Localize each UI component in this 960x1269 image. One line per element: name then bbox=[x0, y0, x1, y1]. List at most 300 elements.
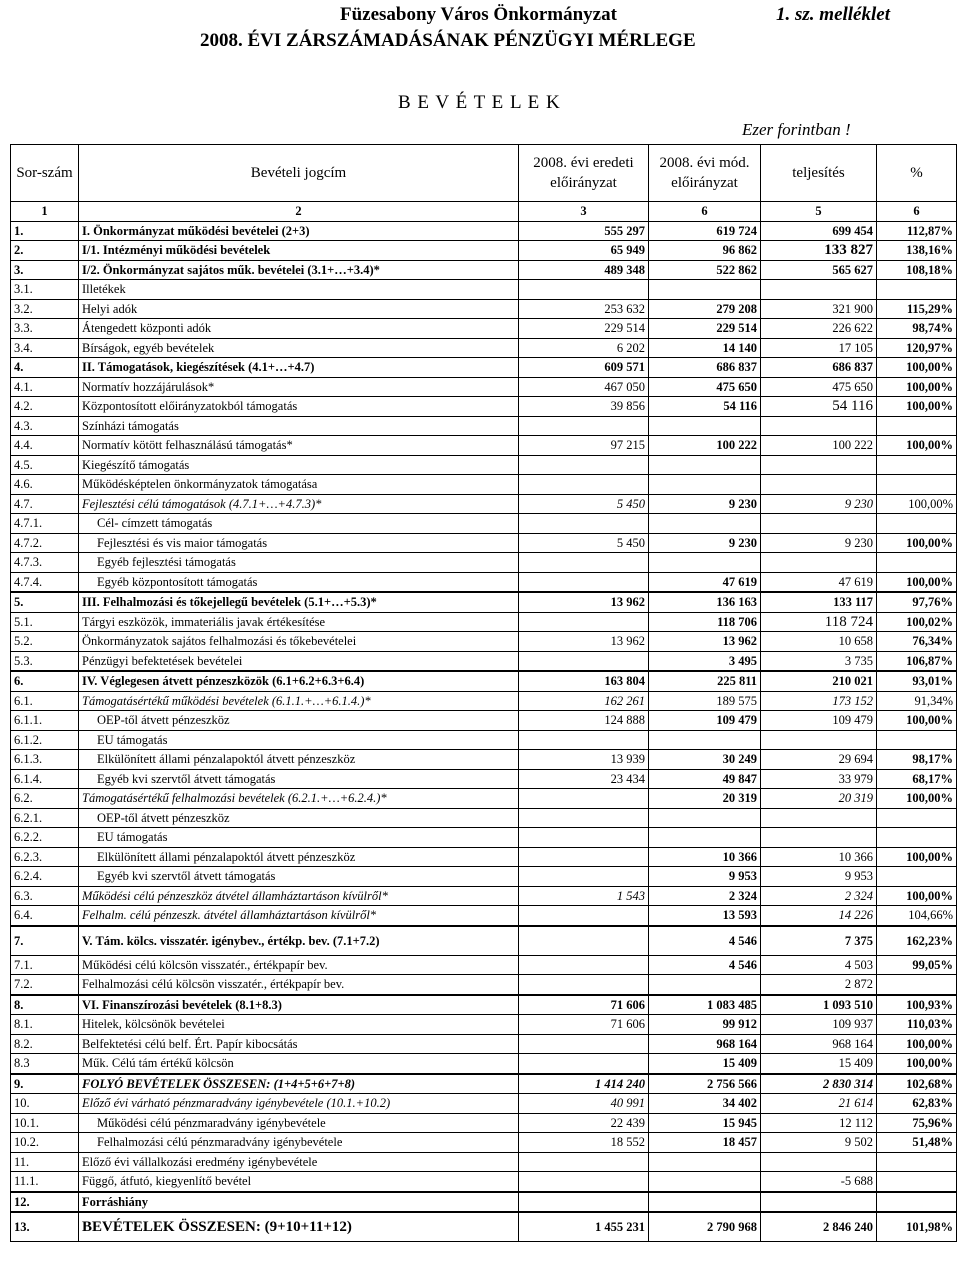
mod-estimate-cell bbox=[649, 475, 761, 495]
orig-estimate-cell bbox=[519, 867, 649, 887]
table-row bbox=[11, 808, 957, 828]
percent-cell bbox=[877, 455, 957, 475]
percent-cell: 100,00% bbox=[877, 377, 957, 397]
percent-cell: 115,29% bbox=[877, 299, 957, 319]
row-number-cell: 6.1.4. bbox=[11, 769, 79, 789]
table-row bbox=[11, 416, 957, 436]
fulfilment-cell: 14 226 bbox=[761, 906, 877, 926]
fulfilment-cell bbox=[761, 514, 877, 534]
row-number-cell: 6.2.2. bbox=[11, 828, 79, 848]
table-row bbox=[11, 1133, 957, 1153]
fulfilment-cell bbox=[761, 280, 877, 300]
table-row bbox=[11, 358, 957, 378]
row-title-cell: Elkülönített állami pénzalapoktól átvett pénzeszköz bbox=[79, 750, 519, 770]
table-header-row bbox=[11, 145, 957, 202]
table-row bbox=[11, 553, 957, 573]
percent-cell: 100,00% bbox=[877, 847, 957, 867]
fulfilment-cell: 9 230 bbox=[761, 494, 877, 514]
row-title-cell: Előző évi vállalkozási eredmény igénybevétele bbox=[79, 1152, 519, 1172]
percent-cell: 100,00% bbox=[877, 1034, 957, 1054]
percent-cell bbox=[877, 828, 957, 848]
fulfilment-cell: 17 105 bbox=[761, 338, 877, 358]
row-title-cell: FOLYÓ BEVÉTELEK ÖSSZESEN: (1+4+5+6+7+8) bbox=[79, 1074, 519, 1094]
table-row bbox=[11, 436, 957, 456]
fulfilment-cell: 686 837 bbox=[761, 358, 877, 378]
fulfilment-cell: 9 953 bbox=[761, 867, 877, 887]
row-title-cell: OEP-től átvett pénzeszköz bbox=[79, 711, 519, 731]
fulfilment-cell: 9 502 bbox=[761, 1133, 877, 1153]
percent-cell bbox=[877, 416, 957, 436]
row-number-cell: 2. bbox=[11, 241, 79, 261]
mod-estimate-cell bbox=[649, 1192, 761, 1213]
mod-estimate-cell: 522 862 bbox=[649, 260, 761, 280]
row-title-cell: VI. Finanszírozási bevételek (8.1+8.3) bbox=[79, 995, 519, 1015]
row-number-cell: 5.1. bbox=[11, 612, 79, 632]
row-number-cell: 9. bbox=[11, 1074, 79, 1094]
table-row bbox=[11, 1054, 957, 1074]
orig-estimate-cell: 97 215 bbox=[519, 436, 649, 456]
percent-cell: 75,96% bbox=[877, 1113, 957, 1133]
fulfilment-cell bbox=[761, 828, 877, 848]
orig-estimate-cell: 22 439 bbox=[519, 1113, 649, 1133]
row-title-cell: Működési célú kölcsön visszatér., értékpapír bev. bbox=[79, 955, 519, 975]
percent-cell: 76,34% bbox=[877, 632, 957, 652]
table-row bbox=[11, 260, 957, 280]
fulfilment-cell: 33 979 bbox=[761, 769, 877, 789]
row-title-cell: Egyéb központosított támogatás bbox=[79, 572, 519, 592]
percent-cell bbox=[877, 553, 957, 573]
row-number-cell: 11. bbox=[11, 1152, 79, 1172]
mod-estimate-cell: 968 164 bbox=[649, 1034, 761, 1054]
row-title-cell: Fejlesztési célú támogatások (4.7.1+…+4.7.3)* bbox=[79, 494, 519, 514]
orig-estimate-cell bbox=[519, 847, 649, 867]
orig-estimate-cell bbox=[519, 553, 649, 573]
orig-estimate-cell: 1 455 231 bbox=[519, 1212, 649, 1242]
row-title-cell: Normatív hozzájárulások* bbox=[79, 377, 519, 397]
mod-estimate-cell: 99 912 bbox=[649, 1015, 761, 1035]
mod-estimate-cell: 13 593 bbox=[649, 906, 761, 926]
fulfilment-cell: 2 846 240 bbox=[761, 1212, 877, 1242]
mod-estimate-cell bbox=[649, 730, 761, 750]
mod-estimate-cell: 18 457 bbox=[649, 1133, 761, 1153]
table-row bbox=[11, 299, 957, 319]
row-title-cell: I/2. Önkormányzat sajátos műk. bevételei (3.1+…+3.4)* bbox=[79, 260, 519, 280]
table-row bbox=[11, 1015, 957, 1035]
row-title-cell: Működési célú pénzmaradvány igénybevétele bbox=[79, 1113, 519, 1133]
mod-estimate-cell: 279 208 bbox=[649, 299, 761, 319]
row-title-cell: Működési célú pénzeszköz átvétel államháztartáson kívülről* bbox=[79, 886, 519, 906]
row-title-cell: OEP-től átvett pénzeszköz bbox=[79, 808, 519, 828]
row-title-cell: Pénzügyi befektetések bevételei bbox=[79, 651, 519, 671]
fulfilment-cell: 100 222 bbox=[761, 436, 877, 456]
fulfilment-cell: 4 503 bbox=[761, 955, 877, 975]
row-number-cell: 6.2. bbox=[11, 789, 79, 809]
percent-cell: 97,76% bbox=[877, 592, 957, 612]
orig-estimate-cell bbox=[519, 651, 649, 671]
mod-estimate-cell: 30 249 bbox=[649, 750, 761, 770]
mod-estimate-cell bbox=[649, 553, 761, 573]
col-done-header: teljesítés bbox=[761, 145, 877, 202]
fulfilment-cell bbox=[761, 1192, 877, 1213]
percent-cell: 162,23% bbox=[877, 926, 957, 956]
fulfilment-cell bbox=[761, 553, 877, 573]
row-title-cell: Forráshiány bbox=[79, 1192, 519, 1213]
table-row bbox=[11, 906, 957, 926]
percent-cell: 100,93% bbox=[877, 995, 957, 1015]
row-number-cell: 6.1.1. bbox=[11, 711, 79, 731]
fulfilment-cell: 3 735 bbox=[761, 651, 877, 671]
row-number-cell: 7. bbox=[11, 926, 79, 956]
row-title-cell: Fejlesztési és vis maior támogatás bbox=[79, 533, 519, 553]
orig-estimate-cell: 467 050 bbox=[519, 377, 649, 397]
row-number-cell: 3.2. bbox=[11, 299, 79, 319]
row-title-cell: BEVÉTELEK ÖSSZESEN: (9+10+11+12) bbox=[79, 1212, 519, 1242]
table-row bbox=[11, 730, 957, 750]
table-row bbox=[11, 338, 957, 358]
fulfilment-cell: 133 827 bbox=[761, 241, 877, 261]
fulfilment-cell: 2 872 bbox=[761, 975, 877, 995]
mod-estimate-cell: 2 324 bbox=[649, 886, 761, 906]
fulfilment-cell bbox=[761, 416, 877, 436]
row-title-cell: Függő, átfutó, kiegyenlítő bevétel bbox=[79, 1172, 519, 1192]
unit-note: Ezer forintban ! bbox=[742, 120, 851, 139]
mod-estimate-cell bbox=[649, 1152, 761, 1172]
percent-cell bbox=[877, 1172, 957, 1192]
mod-estimate-cell: 4 546 bbox=[649, 926, 761, 956]
mod-estimate-cell: 229 514 bbox=[649, 319, 761, 339]
row-number-cell: 6.3. bbox=[11, 886, 79, 906]
fulfilment-cell: 699 454 bbox=[761, 221, 877, 241]
mod-estimate-cell: 54 116 bbox=[649, 397, 761, 417]
row-number-cell: 6.4. bbox=[11, 906, 79, 926]
row-number-cell: 4.5. bbox=[11, 455, 79, 475]
row-title-cell: IV. Véglegesen átvett pénzeszközök (6.1+6.2+6.3+6.4) bbox=[79, 671, 519, 691]
row-title-cell: Központosított előirányzatokból támogatás bbox=[79, 397, 519, 417]
percent-cell: 98,74% bbox=[877, 319, 957, 339]
percent-cell bbox=[877, 975, 957, 995]
row-number-cell: 1. bbox=[11, 221, 79, 241]
fulfilment-cell: 173 152 bbox=[761, 691, 877, 711]
row-title-cell: I. Önkormányzat működési bevételei (2+3) bbox=[79, 221, 519, 241]
fulfilment-cell: 109 479 bbox=[761, 711, 877, 731]
orig-estimate-cell bbox=[519, 572, 649, 592]
table-row bbox=[11, 533, 957, 553]
mod-estimate-cell: 49 847 bbox=[649, 769, 761, 789]
mod-estimate-cell: 4 546 bbox=[649, 955, 761, 975]
fulfilment-cell: 565 627 bbox=[761, 260, 877, 280]
percent-cell: 51,48% bbox=[877, 1133, 957, 1153]
mod-estimate-cell: 3 495 bbox=[649, 651, 761, 671]
row-title-cell: Cél- címzett támogatás bbox=[79, 514, 519, 534]
col-index: 2 bbox=[79, 202, 519, 222]
table-row bbox=[11, 955, 957, 975]
row-number-cell: 5. bbox=[11, 592, 79, 612]
percent-cell bbox=[877, 730, 957, 750]
mod-estimate-cell: 14 140 bbox=[649, 338, 761, 358]
table-row bbox=[11, 397, 957, 417]
row-title-cell: Belfektetési célú belf. Ért. Papír kibocsátás bbox=[79, 1034, 519, 1054]
mod-estimate-cell: 619 724 bbox=[649, 221, 761, 241]
orig-estimate-cell: 162 261 bbox=[519, 691, 649, 711]
orig-estimate-cell: 6 202 bbox=[519, 338, 649, 358]
orig-estimate-cell: 65 949 bbox=[519, 241, 649, 261]
table-row bbox=[11, 995, 957, 1015]
mod-estimate-cell bbox=[649, 828, 761, 848]
row-number-cell: 4.1. bbox=[11, 377, 79, 397]
table-row bbox=[11, 494, 957, 514]
col-num-header: Sor-szám bbox=[11, 145, 79, 202]
mod-estimate-cell bbox=[649, 1172, 761, 1192]
orig-estimate-cell: 124 888 bbox=[519, 711, 649, 731]
row-title-cell: Normatív kötött felhasználású támogatás* bbox=[79, 436, 519, 456]
table-row bbox=[11, 828, 957, 848]
percent-cell: 100,00% bbox=[877, 1054, 957, 1074]
orig-estimate-cell: 555 297 bbox=[519, 221, 649, 241]
orig-estimate-cell bbox=[519, 789, 649, 809]
row-title-cell: Kiegészítő támogatás bbox=[79, 455, 519, 475]
row-number-cell: 6.1.2. bbox=[11, 730, 79, 750]
row-number-cell: 6.2.1. bbox=[11, 808, 79, 828]
orig-estimate-cell: 1 414 240 bbox=[519, 1074, 649, 1094]
table-row bbox=[11, 886, 957, 906]
table-row bbox=[11, 651, 957, 671]
table-row bbox=[11, 592, 957, 612]
mod-estimate-cell bbox=[649, 975, 761, 995]
row-number-cell: 3. bbox=[11, 260, 79, 280]
row-title-cell: III. Felhalmozási és tőkejellegű bevételek (5.1+…+5.3)* bbox=[79, 592, 519, 612]
row-title-cell: Átengedett központi adók bbox=[79, 319, 519, 339]
mod-estimate-cell: 136 163 bbox=[649, 592, 761, 612]
row-number-cell: 4.7.2. bbox=[11, 533, 79, 553]
orig-estimate-cell: 5 450 bbox=[519, 494, 649, 514]
fulfilment-cell: 20 319 bbox=[761, 789, 877, 809]
row-title-cell: EU támogatás bbox=[79, 828, 519, 848]
fulfilment-cell: 12 112 bbox=[761, 1113, 877, 1133]
row-number-cell: 11.1. bbox=[11, 1172, 79, 1192]
row-number-cell: 7.2. bbox=[11, 975, 79, 995]
mod-estimate-cell bbox=[649, 514, 761, 534]
fulfilment-cell: 54 116 bbox=[761, 397, 877, 417]
percent-cell bbox=[877, 1152, 957, 1172]
fulfilment-cell: 7 375 bbox=[761, 926, 877, 956]
table-row bbox=[11, 377, 957, 397]
percent-cell: 93,01% bbox=[877, 671, 957, 691]
row-number-cell: 8.1. bbox=[11, 1015, 79, 1035]
orig-estimate-cell: 39 856 bbox=[519, 397, 649, 417]
col-mod-header: 2008. évi mód. előirányzat bbox=[649, 145, 761, 202]
percent-cell: 112,87% bbox=[877, 221, 957, 241]
row-title-cell: Felhalm. célú pénzeszk. átvétel államháztartáson kívülről* bbox=[79, 906, 519, 926]
mod-estimate-cell: 1 083 485 bbox=[649, 995, 761, 1015]
orig-estimate-cell: 1 543 bbox=[519, 886, 649, 906]
row-number-cell: 6.1.3. bbox=[11, 750, 79, 770]
row-number-cell: 3.3. bbox=[11, 319, 79, 339]
orig-estimate-cell: 5 450 bbox=[519, 533, 649, 553]
fulfilment-cell: 9 230 bbox=[761, 533, 877, 553]
col-index: 6 bbox=[649, 202, 761, 222]
fulfilment-cell: 210 021 bbox=[761, 671, 877, 691]
percent-cell: 102,68% bbox=[877, 1074, 957, 1094]
orig-estimate-cell: 163 804 bbox=[519, 671, 649, 691]
orig-estimate-cell: 71 606 bbox=[519, 1015, 649, 1035]
orig-estimate-cell bbox=[519, 730, 649, 750]
row-number-cell: 8.3 bbox=[11, 1054, 79, 1074]
row-title-cell: Illetékek bbox=[79, 280, 519, 300]
mod-estimate-cell: 15 945 bbox=[649, 1113, 761, 1133]
orig-estimate-cell bbox=[519, 612, 649, 632]
mod-estimate-cell: 225 811 bbox=[649, 671, 761, 691]
percent-cell: 110,03% bbox=[877, 1015, 957, 1035]
row-number-cell: 4.6. bbox=[11, 475, 79, 495]
table-row bbox=[11, 975, 957, 995]
section-title: B E V É T E L E K bbox=[398, 92, 561, 113]
orig-estimate-cell: 18 552 bbox=[519, 1133, 649, 1153]
table-row bbox=[11, 632, 957, 652]
orig-estimate-cell: 489 348 bbox=[519, 260, 649, 280]
table-row bbox=[11, 1152, 957, 1172]
col-index: 6 bbox=[877, 202, 957, 222]
orig-estimate-cell bbox=[519, 514, 649, 534]
percent-cell: 100,00% bbox=[877, 436, 957, 456]
table-row bbox=[11, 867, 957, 887]
mod-estimate-cell: 96 862 bbox=[649, 241, 761, 261]
orig-estimate-cell bbox=[519, 280, 649, 300]
table-row bbox=[11, 1034, 957, 1054]
percent-cell: 106,87% bbox=[877, 651, 957, 671]
row-number-cell: 8. bbox=[11, 995, 79, 1015]
fulfilment-cell bbox=[761, 730, 877, 750]
fulfilment-cell bbox=[761, 808, 877, 828]
mod-estimate-cell: 475 650 bbox=[649, 377, 761, 397]
row-number-cell: 6.2.3. bbox=[11, 847, 79, 867]
mod-estimate-cell: 9 953 bbox=[649, 867, 761, 887]
table-row bbox=[11, 847, 957, 867]
row-number-cell: 4.7. bbox=[11, 494, 79, 514]
table-row bbox=[11, 1192, 957, 1213]
percent-cell: 99,05% bbox=[877, 955, 957, 975]
mod-estimate-cell: 100 222 bbox=[649, 436, 761, 456]
row-number-cell: 4.7.3. bbox=[11, 553, 79, 573]
col-orig-header: 2008. évi eredeti előirányzat bbox=[519, 145, 649, 202]
fulfilment-cell: 2 324 bbox=[761, 886, 877, 906]
mod-estimate-cell: 47 619 bbox=[649, 572, 761, 592]
row-title-cell: Hitelek, kölcsönök bevételei bbox=[79, 1015, 519, 1035]
row-number-cell: 4.3. bbox=[11, 416, 79, 436]
mod-estimate-cell: 2 790 968 bbox=[649, 1212, 761, 1242]
table-row bbox=[11, 319, 957, 339]
mod-estimate-cell bbox=[649, 455, 761, 475]
annex-label: 1. sz. melléklet bbox=[776, 4, 890, 25]
percent-cell bbox=[877, 808, 957, 828]
row-number-cell: 4.2. bbox=[11, 397, 79, 417]
col-title-header: Bevételi jogcím bbox=[79, 145, 519, 202]
table-row bbox=[11, 221, 957, 241]
mod-estimate-cell: 20 319 bbox=[649, 789, 761, 809]
row-title-cell: Támogatásértékű működési bevételek (6.1.1.+…+6.1.4.)* bbox=[79, 691, 519, 711]
row-number-cell: 13. bbox=[11, 1212, 79, 1242]
fulfilment-cell: 1 093 510 bbox=[761, 995, 877, 1015]
row-title-cell: Tárgyi eszközök, immateriális javak értékesítése bbox=[79, 612, 519, 632]
fulfilment-cell: 968 164 bbox=[761, 1034, 877, 1054]
table-row bbox=[11, 671, 957, 691]
fulfilment-cell: 321 900 bbox=[761, 299, 877, 319]
fulfilment-cell: 133 117 bbox=[761, 592, 877, 612]
percent-cell: 98,17% bbox=[877, 750, 957, 770]
mod-estimate-cell bbox=[649, 808, 761, 828]
org-title: Füzesabony Város Önkormányzat bbox=[340, 4, 617, 25]
row-title-cell: Egyéb kvi szervtől átvett támogatás bbox=[79, 769, 519, 789]
mod-estimate-cell: 2 756 566 bbox=[649, 1074, 761, 1094]
orig-estimate-cell bbox=[519, 1152, 649, 1172]
percent-cell bbox=[877, 867, 957, 887]
fulfilment-cell: 10 658 bbox=[761, 632, 877, 652]
fulfilment-cell: 21 614 bbox=[761, 1094, 877, 1114]
orig-estimate-cell bbox=[519, 416, 649, 436]
fulfilment-cell: 475 650 bbox=[761, 377, 877, 397]
orig-estimate-cell: 253 632 bbox=[519, 299, 649, 319]
percent-cell bbox=[877, 475, 957, 495]
row-number-cell: 4.7.1. bbox=[11, 514, 79, 534]
orig-estimate-cell bbox=[519, 926, 649, 956]
row-number-cell: 4.4. bbox=[11, 436, 79, 456]
percent-cell: 100,00% bbox=[877, 494, 957, 514]
row-number-cell: 10.1. bbox=[11, 1113, 79, 1133]
table-row bbox=[11, 455, 957, 475]
row-title-cell: II. Támogatások, kiegészítések (4.1+…+4.7) bbox=[79, 358, 519, 378]
row-number-cell: 5.3. bbox=[11, 651, 79, 671]
mod-estimate-cell: 189 575 bbox=[649, 691, 761, 711]
orig-estimate-cell: 71 606 bbox=[519, 995, 649, 1015]
row-title-cell: Önkormányzatok sajátos felhalmozási és tőkebevételei bbox=[79, 632, 519, 652]
table-row bbox=[11, 572, 957, 592]
table-row bbox=[11, 789, 957, 809]
fulfilment-cell: 118 724 bbox=[761, 612, 877, 632]
col-index: 5 bbox=[761, 202, 877, 222]
row-title-cell: Műk. Célú tám értékű kölcsön bbox=[79, 1054, 519, 1074]
fulfilment-cell: 2 830 314 bbox=[761, 1074, 877, 1094]
fulfilment-cell bbox=[761, 1152, 877, 1172]
mod-estimate-cell: 10 366 bbox=[649, 847, 761, 867]
column-index-row bbox=[11, 202, 957, 222]
row-title-cell: Elkülönített állami pénzalapoktól átvett pénzeszköz bbox=[79, 847, 519, 867]
table-row bbox=[11, 612, 957, 632]
orig-estimate-cell bbox=[519, 975, 649, 995]
table-row bbox=[11, 691, 957, 711]
fulfilment-cell: 29 694 bbox=[761, 750, 877, 770]
row-title-cell: I/1. Intézményi működési bevételek bbox=[79, 241, 519, 261]
percent-cell: 120,97% bbox=[877, 338, 957, 358]
fulfilment-cell: 47 619 bbox=[761, 572, 877, 592]
row-number-cell: 7.1. bbox=[11, 955, 79, 975]
row-number-cell: 10. bbox=[11, 1094, 79, 1114]
orig-estimate-cell: 13 962 bbox=[519, 592, 649, 612]
percent-cell bbox=[877, 514, 957, 534]
row-number-cell: 12. bbox=[11, 1192, 79, 1213]
orig-estimate-cell: 23 434 bbox=[519, 769, 649, 789]
fulfilment-cell: 226 622 bbox=[761, 319, 877, 339]
fulfilment-cell bbox=[761, 475, 877, 495]
percent-cell: 100,00% bbox=[877, 789, 957, 809]
table-row bbox=[11, 750, 957, 770]
row-number-cell: 8.2. bbox=[11, 1034, 79, 1054]
row-title-cell: EU támogatás bbox=[79, 730, 519, 750]
revenue-table bbox=[10, 144, 957, 1242]
orig-estimate-cell: 40 991 bbox=[519, 1094, 649, 1114]
table-row bbox=[11, 711, 957, 731]
table-row bbox=[11, 1094, 957, 1114]
mod-estimate-cell: 118 706 bbox=[649, 612, 761, 632]
row-title-cell: Színházi támogatás bbox=[79, 416, 519, 436]
